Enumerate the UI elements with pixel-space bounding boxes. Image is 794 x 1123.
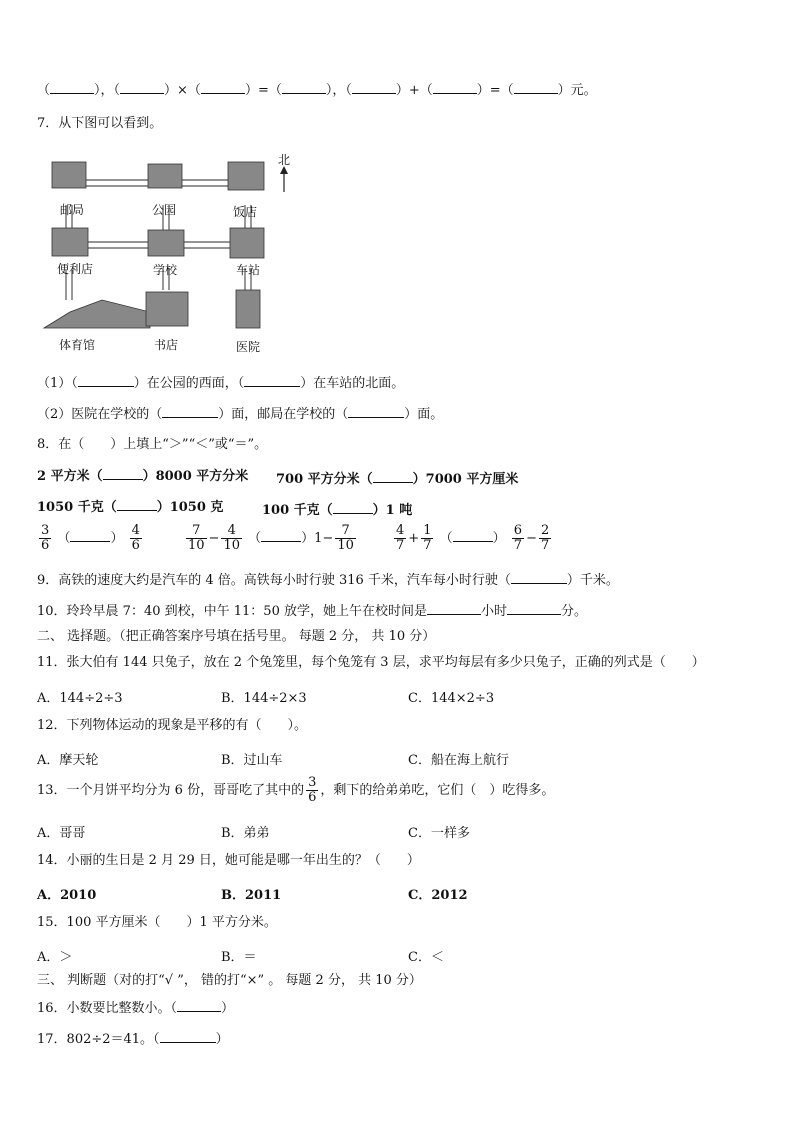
text-segment: ）1050 克	[156, 500, 224, 515]
option-11-a[interactable]: A．144÷2÷3	[37, 691, 123, 706]
text-segment: 2 平方米（	[37, 469, 103, 484]
option-11-b[interactable]: B．144÷2×3	[221, 691, 307, 706]
option-13-c[interactable]: C．一样多	[408, 826, 470, 841]
text-segment: 10．玲玲早晨 7：40 到校，中午 11：50 放学，她上午在校时间是	[37, 604, 427, 619]
map-label-park: 公园	[152, 203, 177, 217]
school-icon	[148, 230, 184, 256]
answer-blank[interactable]	[120, 82, 164, 94]
answer-blank[interactable]	[177, 1000, 221, 1012]
option-15-c[interactable]: C．＜	[408, 950, 444, 965]
north-arrow-icon	[280, 166, 288, 192]
option-13-b[interactable]: B．弟弟	[221, 826, 270, 841]
text-segment: 1050 千克（	[37, 500, 117, 515]
fraction: $\frac{4}{7}$	[396, 523, 405, 553]
paren: ）	[492, 531, 506, 546]
text-segment: ），（	[94, 83, 121, 98]
text-segment: ）+（	[395, 83, 433, 98]
paren: （	[37, 83, 51, 98]
question-8-row2	[37, 499, 223, 516]
text-segment: ）	[221, 1001, 235, 1016]
answer-blank[interactable]	[511, 572, 567, 584]
question-8-row1-b	[276, 468, 518, 487]
text-segment: 小时	[480, 604, 507, 619]
fraction: $\frac{4}{6}$	[131, 523, 140, 553]
answer-blank[interactable]	[514, 82, 558, 94]
question-8-title: 8．在（ ）上填上“＞”“＜”或“＝”。	[37, 437, 268, 452]
question-13-stem	[37, 776, 554, 806]
paren: （	[248, 531, 262, 546]
text-segment: 9．高铁的速度大约是汽车的 4 倍。高铁每小时行驶 316 千米，汽车每小时行驶（	[37, 573, 511, 588]
text-segment: 13．一个月饼平均分为 6 份，哥哥吃了其中的	[37, 783, 305, 798]
answer-blank[interactable]	[244, 375, 300, 387]
answer-blank[interactable]	[117, 499, 157, 511]
answer-blank[interactable]	[103, 468, 143, 480]
text-segment: 16．小数要比整数小。（	[37, 1001, 178, 1016]
answer-blank[interactable]	[160, 1031, 216, 1043]
text-segment: （1）（	[37, 376, 78, 391]
question-14-stem: 14．小丽的生日是 2 月 29 日，她可能是哪一年出生的？（ ）	[37, 853, 420, 868]
text-segment: ）千米。	[566, 573, 619, 588]
post-office-icon	[52, 162, 86, 188]
text-segment: ）×（	[164, 83, 201, 98]
answer-blank[interactable]	[78, 375, 134, 387]
paren: ）	[301, 531, 315, 546]
question-7-sub2	[37, 406, 443, 423]
gym-icon	[44, 300, 150, 328]
fraction: $\frac{7}{10}$	[188, 523, 205, 553]
text-segment: ）元。	[557, 83, 597, 98]
text-segment: 700 平方分米（	[276, 472, 373, 487]
text-segment: ）=（	[244, 83, 282, 98]
answer-blank[interactable]	[352, 82, 396, 94]
answer-blank[interactable]	[333, 502, 373, 514]
map-label-store: 便利店	[57, 262, 94, 276]
answer-blank[interactable]	[427, 603, 481, 615]
question-8-row3-c	[392, 524, 553, 553]
option-14-c[interactable]: C．2012	[408, 888, 468, 903]
option-15-b[interactable]: B．＝	[221, 950, 257, 965]
option-12-c[interactable]: C．船在海上航行	[408, 753, 509, 768]
park-icon	[148, 164, 182, 188]
question-9	[37, 572, 619, 589]
answer-blank[interactable]	[433, 82, 477, 94]
operator: 1−	[314, 531, 334, 546]
map-label-restaurant: 饭店	[233, 205, 258, 219]
option-11-c[interactable]: C．144×2÷3	[408, 691, 495, 706]
option-12-a[interactable]: A．摩天轮	[37, 753, 99, 768]
text-segment: ，剩下的给弟弟吃，它们（ ）吃得多。	[320, 783, 555, 798]
question-16	[37, 1000, 234, 1017]
fraction: $\frac{6}{7}$	[513, 523, 523, 553]
option-13-a[interactable]: A．哥哥	[37, 826, 86, 841]
text-segment: 分。	[560, 604, 587, 619]
text-segment: 17．802÷2＝41。（	[37, 1032, 160, 1047]
section-3-heading: 三、 判断题（对的打“√ ”， 错的打“×” 。 每题 2 分， 共 10 分）	[37, 973, 422, 988]
text-segment: ）7000 平方厘米	[412, 472, 519, 487]
map-label-school: 学校	[153, 263, 178, 277]
top-line	[37, 82, 597, 99]
operator: +	[408, 531, 420, 546]
bookstore-icon	[146, 292, 188, 326]
text-segment: ）面，邮局在学校的（	[218, 407, 349, 422]
text-segment: ）=（	[476, 83, 514, 98]
answer-blank[interactable]	[201, 82, 245, 94]
answer-blank[interactable]	[162, 406, 218, 418]
question-7-sub1	[37, 375, 404, 392]
map-label-hospital: 医院	[236, 340, 261, 354]
text-segment: ）	[215, 1032, 229, 1047]
text-segment: ）面。	[404, 407, 444, 422]
text-segment: ）8000 平方分米	[142, 469, 249, 484]
fraction: $\frac{3}{6}$	[308, 775, 317, 805]
map-label-gym: 体育馆	[59, 338, 96, 352]
question-7-title: 7．从下图可以看到。	[37, 116, 163, 131]
answer-blank[interactable]	[50, 82, 94, 94]
text-segment: （2）医院在学校的（	[37, 407, 163, 422]
map-label-north: 北	[278, 153, 291, 167]
answer-blank[interactable]	[70, 530, 110, 542]
option-15-a[interactable]: A．＞	[37, 950, 73, 965]
answer-blank[interactable]	[507, 603, 561, 615]
answer-blank[interactable]	[373, 471, 413, 483]
text-segment: ）在车站的北面。	[300, 376, 405, 391]
answer-blank[interactable]	[453, 530, 493, 542]
operator: −	[526, 531, 537, 546]
fraction: $\frac{7}{10}$	[337, 523, 354, 553]
question-8-row3-a	[37, 524, 144, 553]
answer-blank[interactable]	[261, 530, 301, 542]
question-10	[37, 603, 587, 620]
option-14-a[interactable]: A．2010	[37, 888, 97, 903]
fraction: $\frac{1}{7}$	[423, 523, 432, 553]
map-label-bookstore: 书店	[154, 338, 179, 352]
map-label-post-office: 邮局	[60, 203, 85, 217]
paren: （	[439, 531, 453, 546]
paren: ）	[110, 531, 124, 546]
map-figure	[40, 150, 300, 355]
text-segment: ）在公园的西面，（	[133, 376, 245, 391]
operator: −	[208, 531, 220, 546]
option-12-b[interactable]: B．过山车	[221, 753, 283, 768]
map-svg	[40, 150, 300, 355]
fraction: $\frac{4}{10}$	[223, 523, 240, 553]
question-8-row2-b	[262, 499, 412, 518]
answer-blank[interactable]	[348, 406, 404, 418]
paren: （	[57, 531, 71, 546]
station-icon	[230, 228, 264, 258]
question-12-stem: 12．下列物体运动的现象是平移的有（ ）。	[37, 718, 308, 733]
text-segment: ），（	[325, 83, 352, 98]
question-8-row3-b	[184, 524, 358, 553]
section-2-heading: 二、 选择题。（把正确答案序号填在括号里。 每题 2 分， 共 10 分）	[37, 629, 436, 644]
question-15-stem: 15．100 平方厘米（ ）1 平方分米。	[37, 915, 277, 930]
map-label-station: 车站	[236, 263, 261, 277]
question-11-stem: 11．张大伯有 144 只兔子，放在 2 个兔笼里，每个兔笼有 3 层，求平均每层有多少只兔子，正确的列式是（ ）	[37, 655, 705, 670]
question-17	[37, 1031, 229, 1048]
text-segment: 100 千克（	[262, 503, 333, 518]
store-icon	[52, 228, 88, 256]
hospital-icon	[236, 290, 260, 328]
option-14-b[interactable]: B．2011	[221, 888, 282, 903]
question-8-row1	[37, 468, 248, 485]
answer-blank[interactable]	[282, 82, 326, 94]
restaurant-icon	[228, 162, 264, 190]
fraction: $\frac{3}{6}$	[41, 523, 50, 553]
fraction: $\frac{2}{7}$	[540, 523, 550, 553]
text-segment: ）1 吨	[372, 503, 413, 518]
